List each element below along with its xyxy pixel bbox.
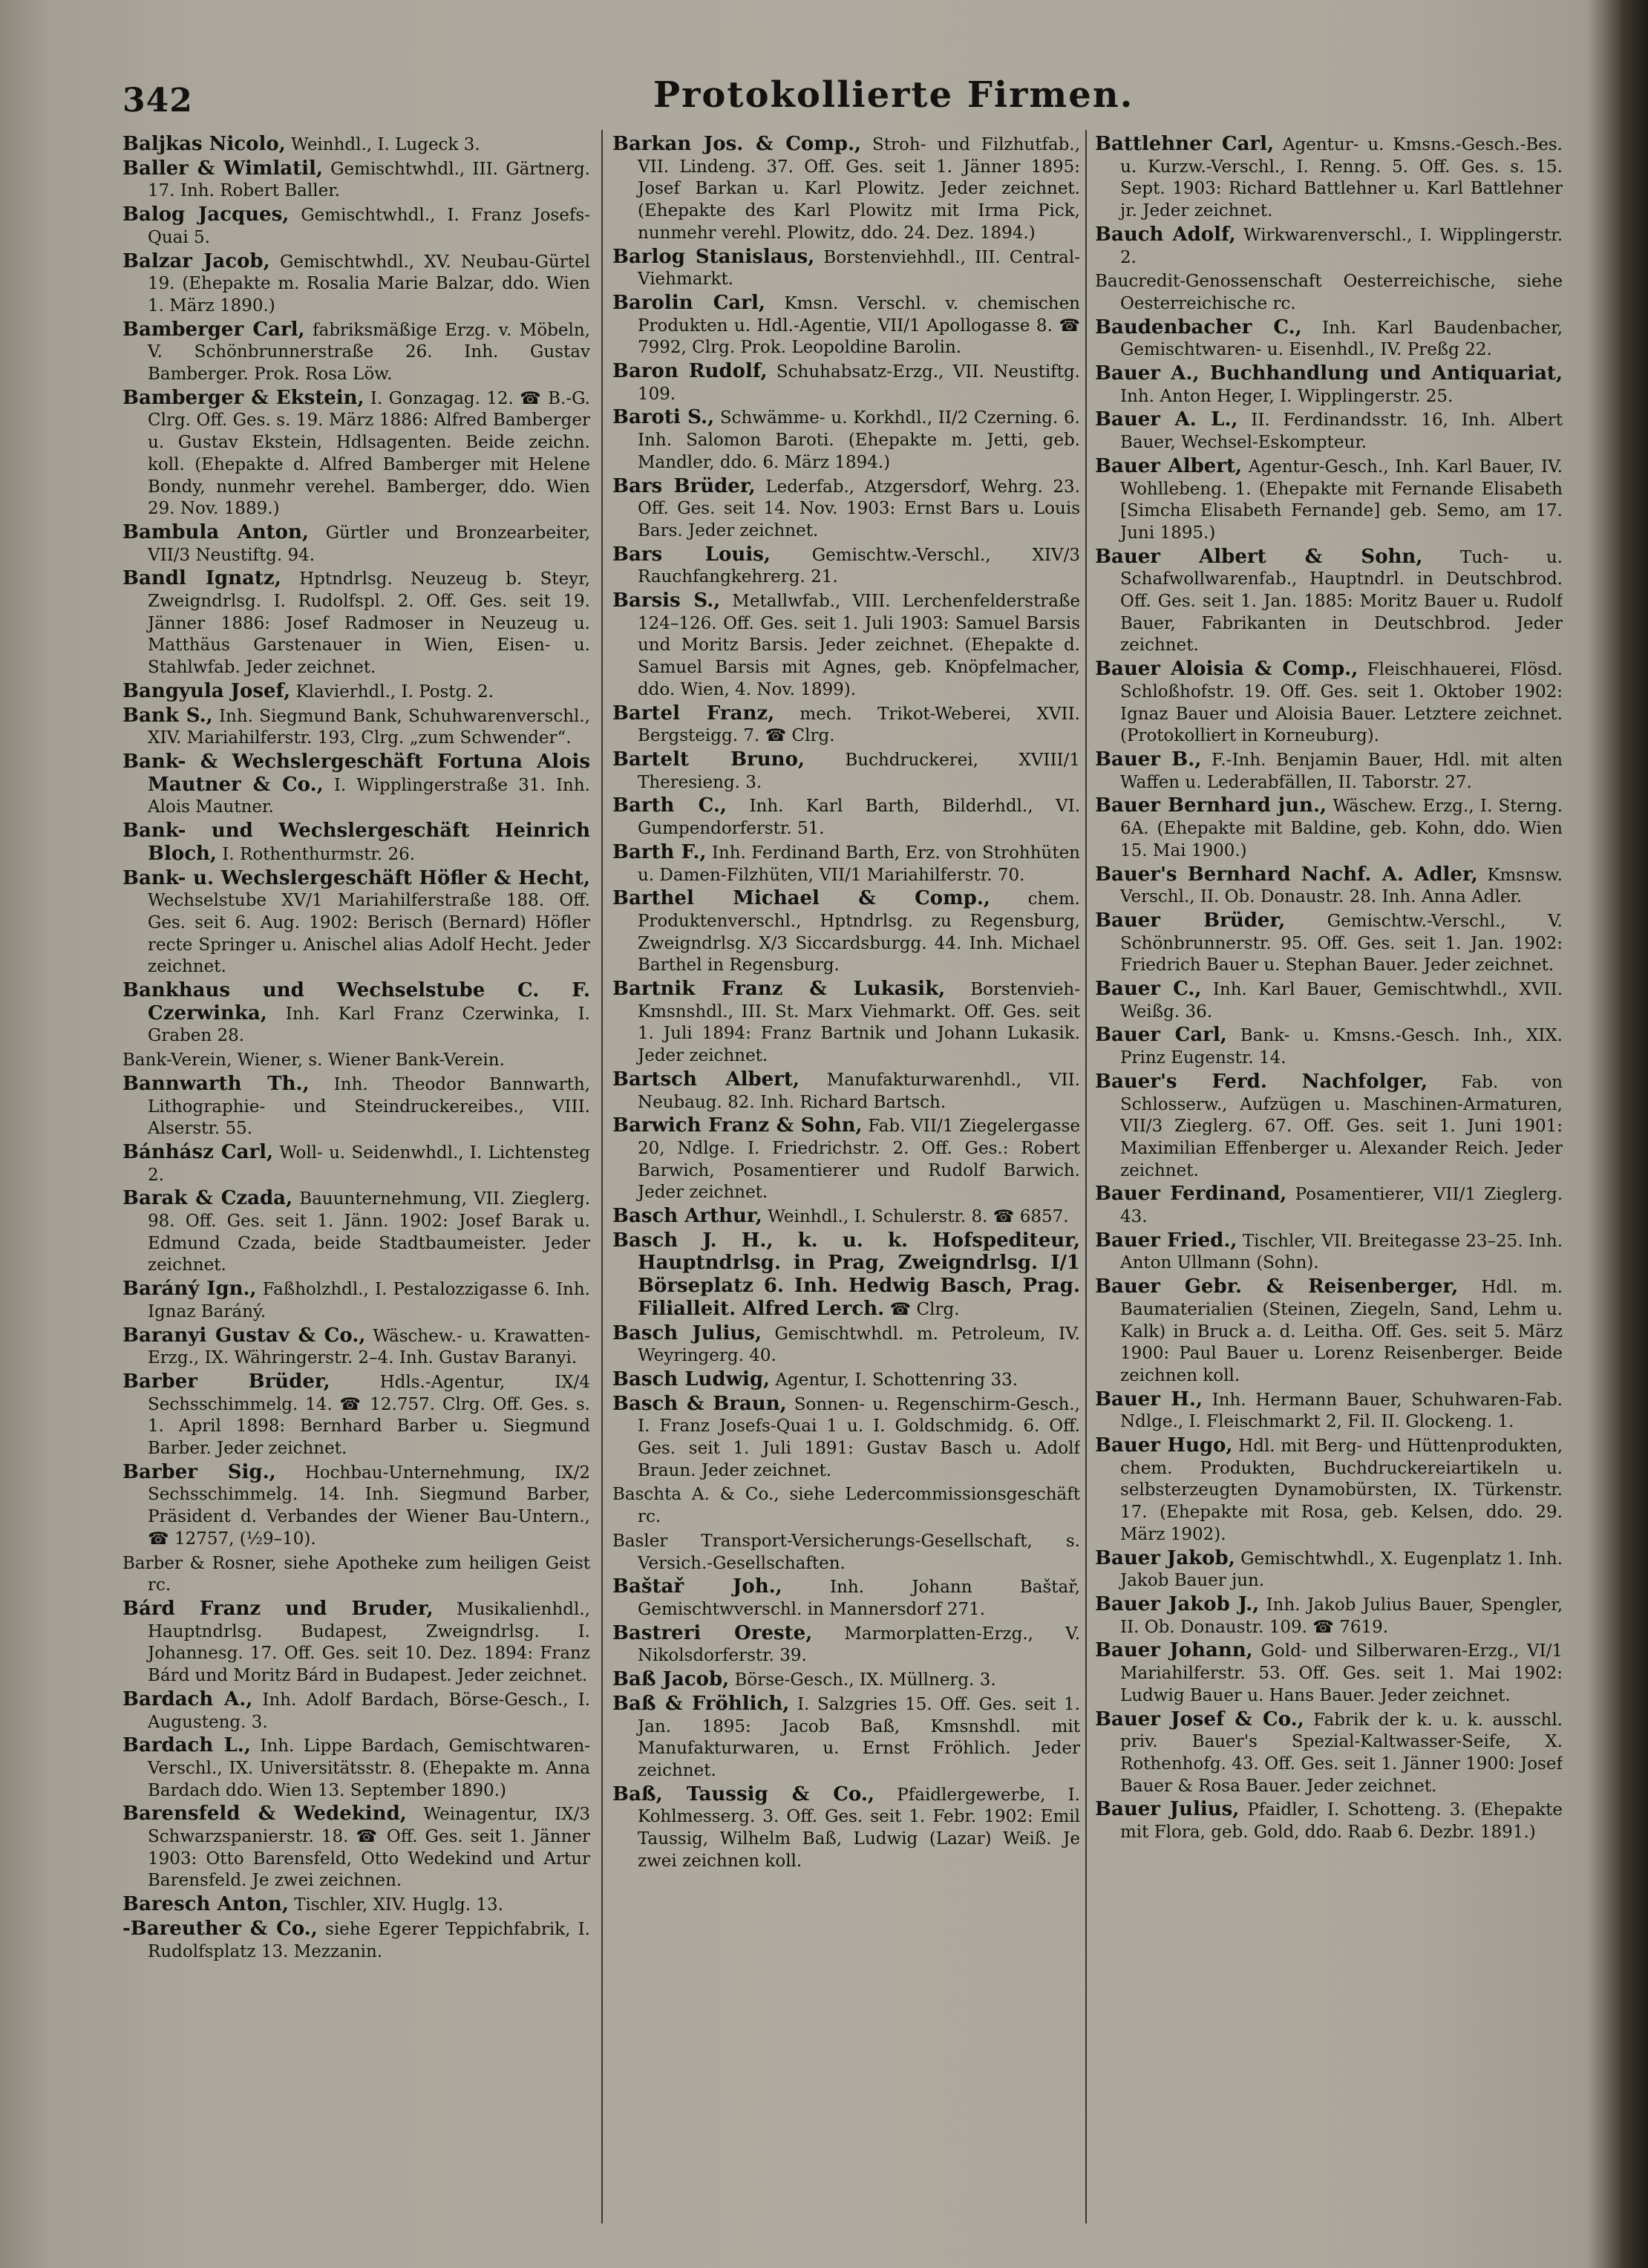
firm-name: Bank- und Wechslergeschäft Heinrich Bloch, [122, 820, 590, 865]
firm-details: Inh. Johann Baštař, Gemischtwverschl. in Mannersdorf 271. [638, 1578, 1080, 1619]
firm-name: Bamberger & Ekstein, [122, 386, 364, 409]
directory-entry [122, 522, 590, 566]
firm-details: Hptndrlsg. Neuzeug b. Steyr, Zweigndrlsg. I. Rudolfspl. 2. Off. Ges. seit 19. Jänner 1886: Josef Radmoser in Neuzeug u. Matthäus Garstenauer in Wien, Eisen- u. Stahlwfab. Jeder zeichnet. [148, 569, 590, 678]
firm-details: Wechselstube XV/1 Mariahilferstraße 188. Off. Ges. seit 6. Aug. 1902: Berisch (Bernard) Höfler recte Springer u. Anischel alias Adolf Hecht. Jeder zeichnet. [148, 891, 590, 977]
directory-entry [1095, 658, 1563, 748]
directory-entry [612, 978, 1080, 1068]
firm-name: Baron Rudolf, [612, 360, 768, 383]
firm-details: Inh. Jakob Julius Bauer, Spengler, II. Ob. Donaustr. 109. ☎ 7619. [1120, 1595, 1563, 1637]
firm-details: Weinagentur, IX/3 Schwarzspanierstr. 18. ☎ Off. Ges. seit 1. Jänner 1903: Otto Barensfeld, Otto Wedekind und Artur Barensfeld. Je zwei zeichnen. [148, 1805, 590, 1891]
directory-entry [612, 1669, 1080, 1692]
firm-name: Basch Arthur, [612, 1205, 762, 1228]
firm-name: Barthel Michael & Comp., [612, 887, 990, 910]
directory-column-3 [1095, 134, 1563, 2220]
firm-details: Inh. Karl Barth, Bilderhdl., VI. Gumpendorferstr. 51. [638, 797, 1080, 839]
firm-name: Bauer's Bernhard Nachf. A. Adler, [1095, 863, 1478, 886]
firm-name: Bartel Franz, [612, 702, 775, 725]
firm-details: Woll- u. Seidenwhdl., I. Lichtensteg 2. [148, 1143, 590, 1185]
firm-name: Bauer Brüder, [1095, 909, 1286, 932]
directory-entry [612, 842, 1080, 886]
firm-name: Baráný Ign., [122, 1278, 257, 1301]
directory-entry [1095, 864, 1563, 909]
directory-entry [122, 1803, 590, 1892]
firm-details: Gemischtwhdl., X. Eugenplatz 1. Inh. Jakob Bauer jun. [1120, 1549, 1563, 1591]
firm-details: Gemischtw.-Verschl., V. Schönbrunnerstr. 95. Off. Ges. seit 1. Jan. 1902: Friedrich Bauer u. Stephan Bauer. Jeder zeichnet. [1120, 911, 1563, 975]
firm-name: Bambula Anton, [122, 520, 309, 543]
firm-name: Barber Brüder, [122, 1370, 330, 1393]
directory-entry [612, 1369, 1080, 1392]
firm-details: Hdl. m. Baumaterialien (Steinen, Ziegeln, Sand, Lehm u. Kalk) in Bruck a. d. Leitha. Off. Ges. seit 5. März 1900: Paul Bauer u. Lorenz Reisenberger. Beide zeichnen koll. [1120, 1278, 1563, 1385]
firm-name: Bartelt Bruno, [612, 748, 805, 771]
directory-entry [1095, 1548, 1563, 1592]
firm-name: Bartsch Albert, [612, 1068, 800, 1091]
firm-details: Barber & Rosner, siehe Apotheke zum heiligen Geist rc. [122, 1553, 590, 1595]
firm-name: Bauer B., [1095, 748, 1202, 771]
firm-name: Bamberger Carl, [122, 318, 305, 341]
firm-details: Weinhdl., I. Lugeck 3. [285, 135, 480, 154]
firm-details: Weinhdl., I. Schulerstr. 8. ☎ 6857. [762, 1207, 1069, 1227]
firm-name: Bangyula Josef, [122, 679, 291, 702]
firm-name: Barsis S., [612, 589, 721, 612]
firm-name: Bauch Adolf, [1095, 223, 1236, 246]
firm-name: Bauer Albert & Sohn, [1095, 545, 1423, 568]
firm-details: Bauunternehmung, VII. Zieglerg. 98. Off. Ges. seit 1. Jänn. 1902: Josef Barak u. Edmund Czada, beide Stadtbaumeister. Jeder zeichnet. [148, 1189, 590, 1275]
firm-details: F.-Inh. Benjamin Bauer, Hdl. mit alten Waffen u. Lederabfällen, II. Taborstr. 27. [1120, 750, 1563, 792]
firm-name: Barth F., [612, 840, 707, 863]
firm-details: mech. Trikot-Weberei, XVII. Bergsteigg. 7. ☎ Clrg. [638, 704, 1080, 746]
directory-entry [122, 204, 590, 249]
firm-details: fabriksmäßige Erzg. v. Möbeln, V. Schönbrunnerstraße 26. Inh. Gustav Bamberger. Prok. Rosa Löw. [148, 320, 590, 385]
firm-details: Inh. Siegmund Bank, Schuhwarenverschl., XIV. Mariahilferstr. 193, Clrg. „zum Schwender“. [148, 706, 590, 748]
directory-entry [612, 246, 1080, 291]
directory-entry [612, 1069, 1080, 1114]
directory-entry [612, 134, 1080, 245]
firm-name: Bauer Jakob J., [1095, 1593, 1260, 1615]
firm-name: Bannwarth Th., [122, 1072, 310, 1095]
directory-entry [1095, 224, 1563, 269]
firm-name: Bauer A. L., [1095, 408, 1238, 431]
firm-details: Inh. Karl Franz Czerwinka, I. Graben 28. [148, 1004, 590, 1046]
firm-name: Bauer Bernhard jun., [1095, 794, 1327, 817]
directory-entry [122, 751, 590, 819]
directory-entry [612, 1784, 1080, 1873]
firm-name: Bauer Jakob, [1095, 1546, 1235, 1569]
directory-entry [612, 888, 1080, 977]
directory-entry [612, 1576, 1080, 1621]
firm-name: Bauer H., [1095, 1388, 1203, 1411]
firm-name: Baljkas Nicolo, [122, 134, 286, 155]
firm-name: Bauer Ferdinand, [1095, 1183, 1287, 1206]
firm-name: Balzar Jacob, [122, 249, 270, 272]
firm-details: I. Wipplingerstraße 31. Inh. Alois Mautner. [148, 775, 590, 817]
firm-details: Baucredit-Genossenschaft Oesterreichische, siehe Oesterreichische rc. [1095, 272, 1563, 313]
firm-details: Inh. Ferdinand Barth, Erz. von Strohhüten u. Damen-Filzhüten, VII/1 Mariahilferstr. 70. [638, 843, 1080, 885]
firm-details: Klavierhdl., I. Postg. 2. [290, 682, 494, 702]
directory-entry [1095, 910, 1563, 977]
firm-details: Inh. Theodor Bannwarth, Lithographie- und Steindruckereibes., VIII. Alserstr. 55. [148, 1074, 590, 1139]
directory-entry [612, 1530, 1080, 1575]
firm-details: Buchdruckerei, XVIII/1 Theresieng. 3. [638, 750, 1080, 792]
firm-name: Bardach A., [122, 1687, 253, 1710]
directory-entry [1095, 1640, 1563, 1707]
directory-entry [1095, 1230, 1563, 1275]
firm-name: Balog Jacques, [122, 203, 290, 226]
firm-details: Bank- u. Kmsns.-Gesch. Inh., XIX. Prinz Eugenstr. 14. [1120, 1026, 1563, 1068]
directory-entry [1095, 1799, 1563, 1843]
directory-entry [612, 293, 1080, 359]
firm-details: Marmorplatten-Erzg., V. Nikolsdorferstr. 39. [638, 1624, 1080, 1666]
firm-name: Bauer Johann, [1095, 1639, 1253, 1662]
directory-entry [612, 749, 1080, 794]
firm-name: Bandl Ignatz, [122, 567, 281, 590]
firm-name: Baštař Joh., [612, 1575, 782, 1598]
firm-details: Inh. Hermann Bauer, Schuhwaren-Fab. Ndlge., I. Fleischmarkt 2, Fil. II. Glockeng. 1. [1120, 1390, 1563, 1432]
directory-entry [122, 1894, 590, 1917]
firm-details: Wäschew. Erzg., I. Sterng. 6A. (Ehepakte mit Baldine, geb. Kohn, ddo. Wien 15. Mai 1900.) [1120, 797, 1563, 860]
directory-entry [1095, 134, 1563, 223]
directory-entry [1095, 270, 1563, 315]
firm-details: Hochbau-Unternehmung, IX/2 Sechsschimmelg. 14. Inh. Siegmund Barber, Präsident d. Verbandes der Wiener Bau-Untern., ☎ 12757, (½9–10). [148, 1463, 590, 1549]
firm-details: Gemischtwhdl. m. Petroleum, IV. Weyringerg. 40. [638, 1324, 1080, 1366]
firm-name: Baß, Taussig & Co., [612, 1782, 874, 1805]
firm-name: Barak & Czada, [122, 1187, 293, 1210]
firm-details: Wäschew.- u. Krawatten-Erzg., IX. Währingerstr. 2–4. Inh. Gustav Baranyi. [148, 1326, 590, 1368]
firm-details: Fab. von Schlosserw., Aufzügen u. Maschinen-Armaturen, VII/3 Zieglerg. 67. Off. Ges. seit 1. Juni 1901: Maximilian Effenberger u. Alexander Reich. Jeder zeichnet. [1120, 1072, 1563, 1180]
directory-entry [612, 795, 1080, 840]
firm-details: Baschta A. & Co., siehe Ledercommissionsgeschäft rc. [612, 1485, 1080, 1527]
firm-details: Gemischtwhdl., I. Franz Josefs-Quai 5. [148, 206, 590, 247]
firm-name: Barth C., [612, 794, 727, 817]
firm-name: -Bareuther & Co., [122, 1917, 318, 1940]
directory-entry [1095, 978, 1563, 1023]
firm-name: Battlehner Carl, [1095, 134, 1275, 155]
firm-details: Pfaidler, I. Schotteng. 3. (Ehepakte mit Flora, geb. Gold, ddo. Raab 6. Dezbr. 1891.) [1120, 1800, 1563, 1843]
firm-details: Metallwfab., VIII. Lerchenfelderstraße 124–126. Off. Ges. seit 1. Juli 1903: Samuel Barsis und Moritz Barsis. Jeder zeichnet. (Ehepakte d. Samuel Barsis mit Agnes, geb. Knöpfelmacher, ddo. Wien, 4. Nov. 1899). [638, 592, 1080, 699]
directory-entry [122, 1689, 590, 1733]
firm-details: Tischler, VII. Breitegasse 23–25. Inh. Anton Ullmann (Sohn). [1120, 1231, 1563, 1273]
directory-column-2 [612, 134, 1080, 2220]
directory-entry [122, 251, 590, 318]
firm-name: Basch Julius, [612, 1321, 762, 1344]
firm-details: Schwämme- u. Korkhdl., II/2 Czerning. 6. Inh. Salomon Baroti. (Ehepakte m. Jetti, geb. Mandler, ddo. 6. März 1894.) [638, 408, 1080, 472]
directory-entry [1095, 1594, 1563, 1638]
firm-name: Bank- & Wechslergeschäft Fortuna Alois Mautner & Co., [122, 750, 590, 796]
firm-details: Basler Transport-Versicherungs-Gesellschaft, s. Versich.-Gesellschaften. [612, 1531, 1080, 1573]
directory-entry [612, 1206, 1080, 1229]
directory-entry [612, 1693, 1080, 1782]
firm-details: Sonnen- u. Regenschirm-Gesch., I. Franz Josefs-Quai 1 u. I. Goldschmidg. 6. Off. Ges. seit 1. Juli 1891: Gustav Basch u. Adolf Braun. Jeder zeichnet. [638, 1394, 1080, 1480]
firm-name: Bauer Aloisia & Comp., [1095, 658, 1358, 681]
column-divider [601, 130, 603, 2223]
firm-details: Wirkwarenverschl., I. Wipplingerstr. 2. [1120, 225, 1563, 267]
page-number: 342 [122, 82, 193, 120]
directory-entry [122, 1073, 590, 1140]
firm-name: Bank S., [122, 704, 213, 727]
firm-name: Bauer Fried., [1095, 1229, 1237, 1252]
firm-name: Bauer Hugo, [1095, 1434, 1233, 1457]
firm-name: Bauer Gebr. & Reisenberger, [1095, 1275, 1459, 1298]
firm-details: Lederfab., Atzgersdorf, Wehrg. 23. Off. Ges. seit 14. Nov. 1903: Ernst Bars u. Louis Bars. Jeder zeichnet. [638, 477, 1080, 540]
firm-name: Bank- u. Wechslergeschäft Höfler & Hecht, [122, 866, 590, 889]
directory-entry [122, 1918, 590, 1963]
directory-entry [122, 134, 590, 157]
firm-details: Hdl. mit Berg- und Hüttenprodukten, chem. Produkten, Buchdruckereiartikeln u. selbsterzeugten Dynamobürsten, IX. Türkenstr. 17. (Ehepakte mit Rosa, geb. Kelsen, ddo. 29. März 1902). [1120, 1437, 1563, 1544]
directory-entry [1095, 1024, 1563, 1069]
firm-name: Baudenbacher C., [1095, 316, 1302, 339]
firm-details: Stroh- und Filzhutfab., VII. Lindeng. 37. Off. Ges. seit 1. Jänner 1895: Josef Barkan u. Karl Plowitz. Jeder zeichnet. (Ehepakte des Karl Plowitz mit Irma Pick, nunmehr verehl. Plowitz, ddo. 24. Dez. 1894.) [638, 135, 1080, 243]
directory-entry [1095, 456, 1563, 545]
firm-name: Bauer's Ferd. Nachfolger, [1095, 1070, 1428, 1093]
directory-entry [1095, 1071, 1563, 1183]
firm-details: Posamentierer, VII/1 Zieglerg. 43. [1120, 1185, 1563, 1227]
directory-entry [122, 1598, 590, 1687]
firm-name: Basch J. H., k. u. k. Hofspediteur, Hauptndrlsg. in Prag, Zweigndrlsg. I/1 Börseplatz 6. Inh. Hedwig Basch, Prag. Filialleit. Alfred Lerch. [612, 1229, 1080, 1320]
firm-name: Bauer C., [1095, 978, 1202, 1001]
firm-name: Baß Jacob, [612, 1668, 730, 1691]
firm-details: Agentur-Gesch., Inh. Karl Bauer, IV. Wohllebeng. 1. (Ehepakte mit Fernande Elisabeth [Simcha Elisabeth Fernande] geb. Semo, am 17. Juni 1895.) [1120, 457, 1563, 543]
firm-details: Borstenviehhdl., III. Central-Viehmarkt. [638, 247, 1080, 290]
firm-details: Pfaidlergewerbe, I. Kohlmesserg. 3. Off. Ges. seit 1. Febr. 1902: Emil Taussig, Wilhelm Baß, Ludwig (Lazar) Weiß. Je zwei zeichnen koll. [638, 1785, 1080, 1871]
directory-entry [612, 1623, 1080, 1667]
firm-name: Bauer Albert, [1095, 454, 1243, 477]
directory-entry [612, 544, 1080, 589]
book-binding-edge [1589, 0, 1648, 2268]
directory-entry [612, 1483, 1080, 1528]
firm-name: Bartnik Franz & Lukasik, [612, 978, 946, 1001]
firm-name: Barkan Jos. & Comp., [612, 134, 862, 155]
firm-details: Musikalienhdl., Hauptndrlsg. Budapest, Zweigndrlsg. I. Johannesg. 17. Off. Ges. seit 10. Dez. 1894: Franz Bárd und Moritz Bárd in Budapest. Jeder zeichnet. [148, 1600, 590, 1686]
firm-name: Bars Brüder, [612, 474, 756, 497]
firm-details: siehe Egerer Teppichfabrik, I. Rudolfsplatz 13. Mezzanin. [148, 1919, 590, 1961]
directory-entry [612, 1230, 1080, 1321]
directory-entry [122, 158, 590, 203]
firm-name: Baller & Wimlatil, [122, 157, 323, 180]
firm-name: Bars Louis, [612, 543, 771, 566]
directory-entry [1095, 1709, 1563, 1798]
directory-entry [612, 361, 1080, 405]
firm-name: Bankhaus und Wechselstube C. F. Czerwinka, [122, 979, 590, 1024]
firm-details: Fabrik der k. u. k. ausschl. priv. Bauer's Spezial-Kaltwasser-Seife, X. Rothenhofg. 43. Off. Ges. seit 1. Jänner 1900: Josef Bauer & Rosa Bauer. Jeder zeichnet. [1120, 1710, 1563, 1796]
firm-details: Fab. VII/1 Ziegelergasse 20, Ndlge. I. Friedrichstr. 2. Off. Ges.: Robert Barwich, Posamentierer und Rudolf Barwich. Jeder zeichnet. [638, 1117, 1080, 1203]
directory-entry [612, 1115, 1080, 1204]
firm-name: Barensfeld & Wedekind, [122, 1803, 407, 1826]
directory-entry [612, 1393, 1080, 1483]
firm-details: Gürtler und Bronzearbeiter, VII/3 Neustiftg. 94. [148, 523, 590, 565]
firm-name: Bánhász Carl, [122, 1140, 274, 1163]
directory-entry [612, 407, 1080, 474]
firm-name: Bauer Josef & Co., [1095, 1707, 1304, 1731]
directory-entry [612, 703, 1080, 748]
firm-details: I. Gonzagag. 12. ☎ B.-G. Clrg. Off. Ges. s. 19. März 1886: Alfred Bamberger u. Gustav Ekstein, Hdlsagenten. Beide zeichn. koll. (Ehepakte d. Alfred Bamberger mit Helene Bondy, nunmehr verehel. Bamberger, ddo. Wien 29. Nov. 1889.) [148, 388, 590, 519]
directory-entry [612, 476, 1080, 543]
directory-entry [122, 1325, 590, 1370]
firm-details: Gemischtwhdl., III. Gärtnerg. 17. Inh. Robert Baller. [148, 159, 590, 201]
firm-name: Barber Sig., [122, 1460, 276, 1483]
firm-details: Gemischtw.-Verschl., XIV/3 Rauchfangkehrerg. 21. [638, 545, 1080, 587]
directory-entry [122, 319, 590, 386]
column-divider [1085, 130, 1087, 2223]
directory-entry [1095, 795, 1563, 862]
firm-details: Schuhabsatz-Erzg., VII. Neustiftg. 109. [638, 362, 1080, 404]
firm-name: Basch Ludwig, [612, 1367, 771, 1390]
directory-entry [122, 820, 590, 866]
firm-name: Barlog Stanislaus, [612, 245, 815, 268]
firm-details: Kmsn. Verschl. v. chemischen Produkten u. Hdl.-Agentie, VII/1 Apollogasse 8. ☎ 7992, Clrg. Prok. Leopoldine Barolin. [638, 293, 1080, 358]
page-title: Protokollierte Firmen. [653, 74, 1134, 116]
firm-name: Bauer A., Buchhandlung und Antiquariat, [1095, 362, 1563, 385]
firm-details: Inh. Adolf Bardach, Börse-Gesch., I. Augusteng. 3. [148, 1690, 590, 1732]
firm-details: Agentur- u. Kmsns.-Gesch.-Bes. u. Kurzw.-Verschl., I. Renng. 5. Off. Ges. s. 15. Sept. 1903: Richard Battlehner u. Karl Battlehner jr. Jeder zeichnet. [1120, 135, 1563, 221]
directory-entry [612, 590, 1080, 702]
firm-name: Bastreri Oreste, [612, 1621, 813, 1644]
firm-details: Kmsnsw. Verschl., II. Ob. Donaustr. 28. Inh. Anna Adler. [1120, 865, 1563, 907]
directory-entry [122, 1735, 590, 1802]
firm-details: Faßholzhdl., I. Pestalozzigasse 6. Inh. Ignaz Baráný. [148, 1280, 590, 1321]
firm-name: Baß & Fröhlich, [612, 1692, 790, 1715]
firm-name: Bauer Julius, [1095, 1798, 1240, 1821]
directory-entry [122, 568, 590, 679]
directory-entry [1095, 1276, 1563, 1388]
firm-details: Tuch- u. Schafwollwarenfab., Hauptndrl. in Deutschbrod. Off. Ges. seit 1. Jan. 1885: Moritz Bauer u. Rudolf Bauer, Fabrikanten in Deutschbrod. Jeder zeichnet. [1120, 547, 1563, 656]
directory-entry [1095, 749, 1563, 794]
directory-entry [122, 1371, 590, 1460]
directory-entry [1095, 409, 1563, 454]
directory-entry [612, 1323, 1080, 1367]
firm-name: Bauer Carl, [1095, 1024, 1227, 1047]
firm-details: Agentur, I. Schottenring 33. [770, 1370, 1018, 1390]
firm-details: Inh. Karl Baudenbacher, Gemischtwaren- u. Eisenhdl., IV. Preßg 22. [1120, 318, 1563, 360]
firm-name: Baroti S., [612, 406, 715, 429]
firm-details: Manufakturwarenhdl., VII. Neubaug. 82. Inh. Richard Bartsch. [638, 1070, 1080, 1112]
firm-name: Basch & Braun, [612, 1392, 787, 1415]
directory-entry [122, 1462, 590, 1551]
firm-details: Gold- und Silberwaren-Erzg., VI/1 Mariahilferstr. 53. Off. Ges. seit 1. Mai 1902: Ludwig Bauer u. Hans Bauer. Jeder zeichnet. [1120, 1641, 1563, 1705]
directory-entry [1095, 317, 1563, 362]
firm-details: Inh. Anton Heger, I. Wipplingerstr. 25. [1120, 386, 1454, 406]
firm-name: Bardach L., [122, 1734, 251, 1757]
directory-entry [1095, 546, 1563, 658]
firm-details: Inh. Karl Bauer, Gemischtwhdl., XVII. Weißg. 36. [1120, 980, 1563, 1022]
firm-details: Inh. Lippe Bardach, Gemischtwaren-Verschl., IX. Universitätsstr. 8. (Ehepakte m. Anna Bardach ddo. Wien 13. September 1890.) [148, 1736, 590, 1800]
firm-details: Borstenvieh-Kmsnshdl., III. St. Marx Viehmarkt. Off. Ges. seit 1. Juli 1894: Franz Bartnik und Johann Lukasik. Jeder zeichnet. [638, 980, 1080, 1066]
directory-entry [122, 705, 590, 750]
firm-name: Baranyi Gustav & Co., [122, 1324, 366, 1347]
directory-entry [122, 681, 590, 704]
firm-details: II. Ferdinandsstr. 16, Inh. Albert Bauer, Wechsel-Eskompteur. [1120, 411, 1563, 453]
firm-details: Tischler, XIV. Huglg. 13. [288, 1895, 503, 1915]
firm-details: Börse-Gesch., IX. Müllnerg. 3. [729, 1670, 996, 1690]
directory-entry [1095, 1183, 1563, 1228]
directory-entry [1095, 1435, 1563, 1546]
firm-name: Bárd Franz und Bruder, [122, 1598, 434, 1620]
directory-entry [1095, 363, 1563, 408]
directory-column-1 [122, 134, 590, 2220]
firm-name: Barwich Franz & Sohn, [612, 1114, 863, 1137]
directory-entry [1095, 1389, 1563, 1434]
directory-entry [122, 1142, 590, 1186]
firm-details: chem. Produktenverschl., Hptndrlsg. zu Regensburg, Zweigndrlsg. X/3 Siccardsburgg. 44. Inh. Michael Barthel in Regensburg. [638, 889, 1080, 975]
directory-entry [122, 388, 590, 520]
directory-entry [122, 1188, 590, 1277]
directory-entry [122, 1278, 590, 1323]
firm-details: ☎ Clrg. [884, 1299, 960, 1319]
firm-details: Bank-Verein, Wiener, s. Wiener Bank-Verein. [122, 1050, 505, 1071]
firm-details: Gemischtwhdl., XV. Neubau-Gürtel 19. (Ehepakte m. Rosalia Marie Balzar, ddo. Wien 1. März 1890.) [148, 252, 590, 316]
firm-details: Hdls.-Agentur, IX/4 Sechsschimmelg. 14. ☎ 12.757. Clrg. Off. Ges. s. 1. April 1898: Bernhard Barber u. Siegmund Barber. Jeder zeichnet. [148, 1372, 590, 1459]
directory-entry [122, 868, 590, 979]
directory-entry [122, 1552, 590, 1597]
firm-details: I. Rothenthurmstr. 26. [216, 844, 416, 864]
firm-details: I. Salzgries 15. Off. Ges. seit 1. Jan. 1895: Jacob Baß, Kmsnshdl. mit Manufakturwaren, u. Ernst Fröhlich. Jeder zeichnet. [638, 1694, 1080, 1780]
firm-details: Fleischhauerei, Flösd. Schloßhofstr. 19. Off. Ges. seit 1. Oktober 1902: Ignaz Bauer und Aloisia Bauer. Letztere zeichnet. (Protokolliert in Korneuburg). [1120, 660, 1563, 746]
directory-entry [122, 1049, 590, 1072]
firm-name: Barolin Carl, [612, 291, 765, 314]
firm-name: Baresch Anton, [122, 1893, 289, 1916]
directory-entry [122, 980, 590, 1048]
